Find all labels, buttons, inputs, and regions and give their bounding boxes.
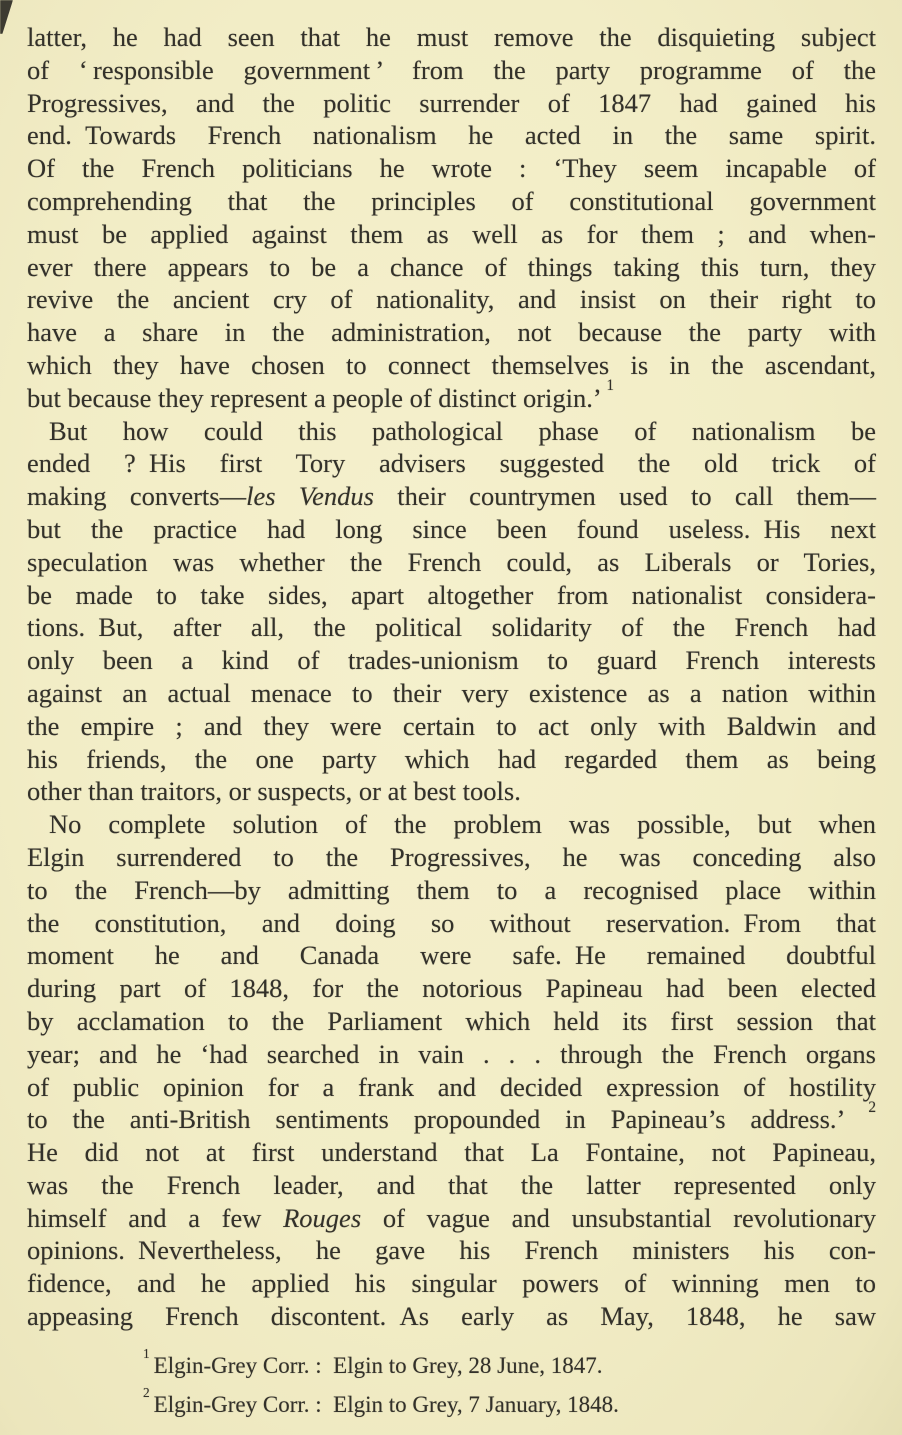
text-segment: of public opinion for a frank and decided expression of hostility (27, 1071, 876, 1102)
footnote (143, 1385, 876, 1424)
text-line (27, 21, 876, 54)
text-segment: other than traitors, or suspects, or at best tools. (27, 776, 521, 807)
text-line (27, 907, 876, 940)
footnotes (27, 1346, 876, 1424)
footnote (143, 1346, 876, 1385)
text-segment: was the French leader, and that the latter represented only (27, 1169, 876, 1200)
text-segment: be made to take sides, apart altogether from nationalist considera- (27, 579, 876, 610)
text-line (27, 513, 876, 546)
text-segment: but because they represent a people of distinct origin.’ (27, 382, 607, 413)
text-segment: He did not at first understand that La Fontaine, not Papineau, (27, 1137, 876, 1168)
text-segment: No complete solution of the problem was possible, but when (49, 809, 876, 840)
text-segment: himself and a few (27, 1202, 284, 1233)
text-line (27, 972, 876, 1005)
text-line (27, 349, 876, 382)
text-segment: have a share in the administration, not because the party with (27, 317, 876, 348)
text-line (27, 1267, 876, 1300)
text-line (27, 152, 876, 185)
page-text (27, 21, 876, 1333)
text-line (27, 447, 876, 480)
footnote-marker: 2 (143, 1385, 150, 1401)
text-segment: the constitution, and doing so without reservation. From that (27, 907, 876, 938)
text-segment: only been a kind of trades-unionism to guard French interests (27, 645, 876, 676)
text-segment: must be applied against them as well as for them ; and when- (27, 218, 876, 249)
text-segment: Elgin surrendered to the Progressives, he was conceding also (27, 841, 876, 872)
text-segment: year; and he ‘had searched in vain . . . through the French organs (27, 1038, 876, 1069)
text-line (27, 677, 876, 710)
text-line (27, 54, 876, 87)
text-line (27, 808, 876, 841)
text-line (27, 644, 876, 677)
text-segment: but the practice had long since been found useless. His next (27, 513, 876, 544)
text-segment: comprehending that the principles of constitutional government (27, 185, 876, 216)
text-segment: end. Towards French nationalism he acted in the same spirit. (27, 120, 876, 151)
text-segment: Elgin-Grey Corr. : Elgin to Grey, 7 January, 1848. (153, 1392, 619, 1417)
text-segment: Elgin-Grey Corr. : Elgin to Grey, 28 June, 1847. (153, 1353, 603, 1378)
text-line (27, 185, 876, 218)
text-segment: revive the ancient cry of nationality, and insist on their right to (27, 284, 876, 315)
text-line (27, 1071, 876, 1104)
text-line (27, 579, 876, 612)
text-segment: to the French—by admitting them to a recognised place within (27, 874, 876, 905)
italic-phrase: Rouges (283, 1202, 362, 1233)
text-line (27, 316, 876, 349)
text-segment: moment he and Canada were safe. He remained doubtful (27, 940, 876, 971)
text-segment: his friends, the one party which had regarded them as being (27, 743, 876, 774)
text-segment: speculation was whether the French could, as Liberals or Tories, (27, 546, 876, 577)
text-segment: appeasing French discontent. As early as May, 1848, he saw (27, 1301, 876, 1332)
text-line (27, 119, 876, 152)
text-line (27, 546, 876, 579)
text-line (27, 939, 876, 972)
text-line (27, 743, 876, 776)
text-line (27, 1300, 876, 1333)
text-segment: their countrymen used to call them— (373, 481, 877, 512)
text-line (27, 1038, 876, 1071)
scan-corner-artifact (0, 0, 13, 34)
text-line (27, 1234, 876, 1267)
text-segment: Of the French politicians he wrote : ‘They seem incapable of (27, 153, 876, 184)
text-line (27, 415, 876, 448)
text-line (27, 611, 876, 644)
text-line (27, 710, 876, 743)
text-segment: making converts— (27, 481, 247, 512)
text-segment: fidence, and he applied his singular powers of winning men to (27, 1268, 876, 1299)
text-line (27, 874, 876, 907)
text-line (27, 377, 876, 415)
text-segment: against an actual menace to their very existence as a nation within (27, 677, 876, 708)
text-line (27, 218, 876, 251)
text-segment: opinions. Nevertheless, he gave his French ministers his con- (27, 1235, 876, 1266)
text-segment: latter, he had seen that he must remove the disquieting subject (27, 22, 876, 52)
text-line (27, 87, 876, 120)
text-segment: ended ? His first Tory advisers suggested the old trick of (27, 448, 876, 479)
text-line (27, 1005, 876, 1038)
text-segment: Progressives, and the politic surrender of 1847 had gained his (27, 87, 876, 118)
text-segment: ever there appears to be a chance of things taking this turn, they (27, 251, 876, 282)
text-segment: by acclamation to the Parliament which held its first session that (27, 1005, 876, 1036)
text-line (27, 1202, 876, 1235)
text-segment: which they have chosen to connect themselves is in the ascendant, (27, 349, 876, 380)
italic-phrase: les Vendus (246, 481, 374, 512)
text-line (27, 251, 876, 284)
text-line (27, 283, 876, 316)
text-segment: to the anti-British sentiments propounded in Papineau’s address.’ (27, 1104, 869, 1135)
text-segment: of ‘ responsible government ’ from the party programme of the (27, 54, 876, 85)
text-line (27, 480, 876, 513)
text-segment: But how could this pathological phase of nationalism be (49, 415, 876, 446)
footnote-marker: 2 (868, 1098, 876, 1116)
text-segment: of vague and unsubstantial revolutionary (361, 1202, 876, 1233)
text-line (27, 1098, 876, 1136)
footnote-marker: 1 (606, 377, 615, 395)
text-segment: the empire ; and they were certain to act only with Baldwin and (27, 710, 876, 741)
text-segment: tions. But, after all, the political solidarity of the French had (27, 612, 876, 643)
text-line (27, 841, 876, 874)
text-segment: during part of 1848, for the notorious Papineau had been elected (27, 973, 876, 1004)
text-line (27, 1169, 876, 1202)
text-line (27, 1136, 876, 1169)
footnote-marker: 1 (143, 1346, 150, 1362)
text-line (27, 775, 876, 808)
